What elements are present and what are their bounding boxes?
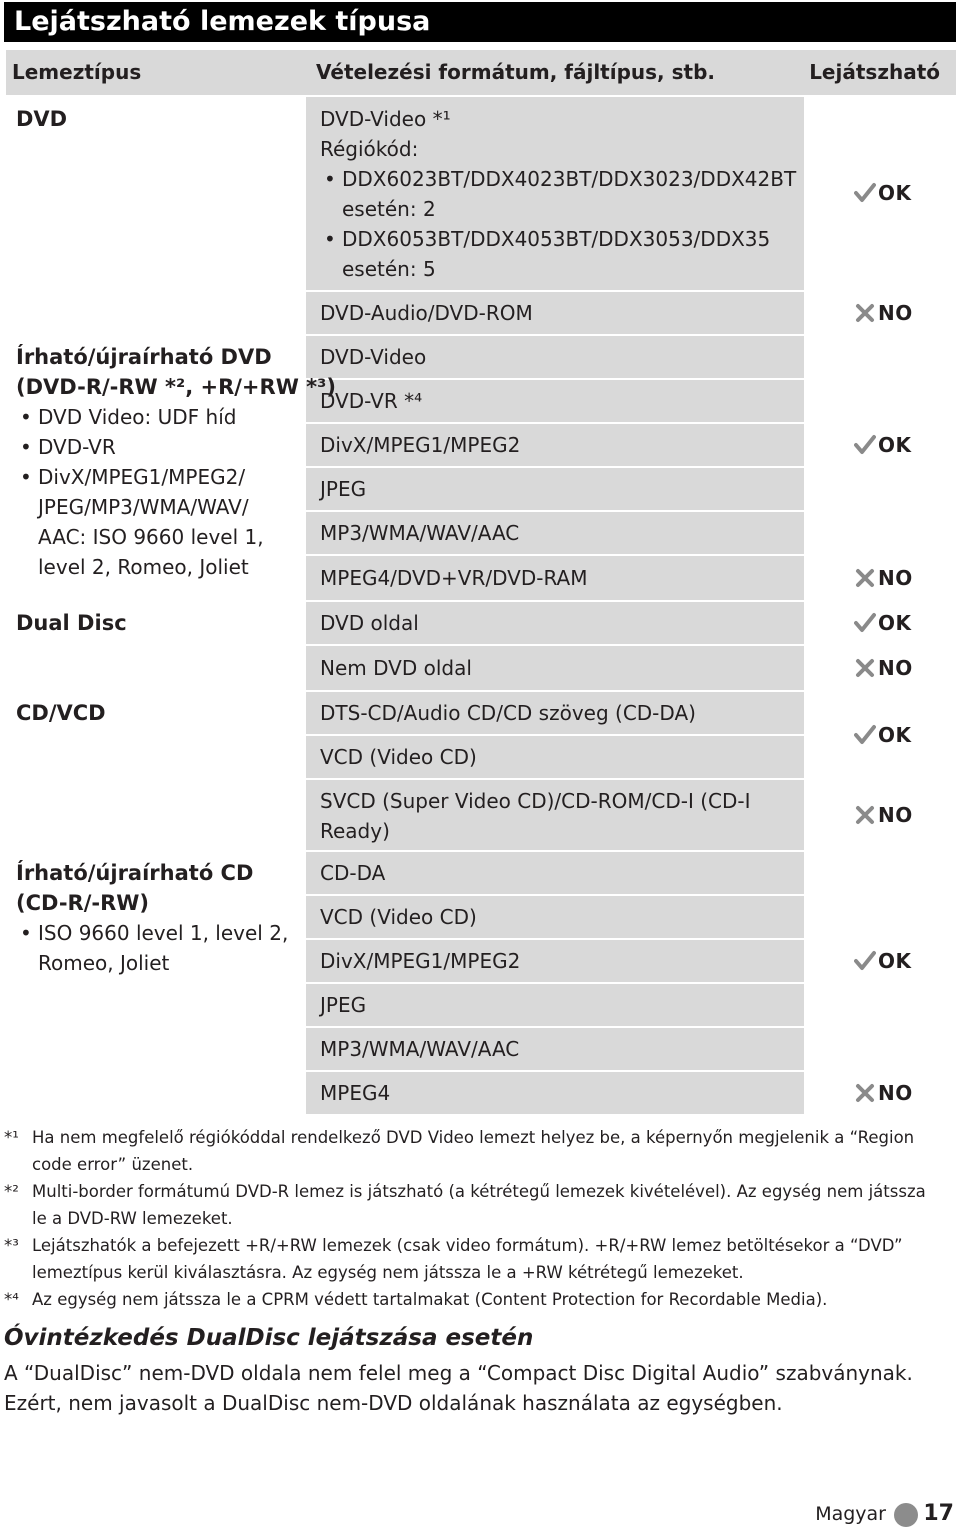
format-text: VCD (Video CD) [320,745,477,769]
list-item: • DivX/MPEG1/MPEG2/ [16,462,336,492]
format-text: VCD (Video CD) [320,905,477,929]
ok-badge: OK [854,178,924,208]
row-rw-cd-label: Írható/újraírható CD (CD-R/-RW) • ISO 9660 level 1, level 2, Romeo, Joliet [16,858,288,978]
ok-badge: OK [854,720,924,750]
row-dual-disc-label: Dual Disc [16,611,127,635]
dvd-video-format: DVD-Video *¹ Régiókód: • DDX6023BT/DDX4023BT/DDX3023/DDX42BT esetén: 2 • DDX6053BT/DDX4053BT/DDX3053/DDX35 esetén: 5 [320,104,796,284]
no-badge: NO [854,563,924,593]
format-text: DivX/MPEG1/MPEG2 [320,433,521,457]
no-badge: NO [854,800,924,830]
cross-icon [854,302,876,324]
no-badge: NO [854,1078,924,1108]
format-text: DVD-Audio/DVD-ROM [320,301,533,325]
page-title: Lejátszható lemezek típusa [4,2,956,42]
format-text: Nem DVD oldal [320,656,472,680]
list-item: • DDX6023BT/DDX4023BT/DDX3023/DDX42BT [320,164,796,194]
header-disc-type: Lemeztípus [12,60,142,84]
no-badge: NO [854,653,924,683]
list-item: • DVD Video: UDF híd [16,402,336,432]
check-icon [854,950,876,972]
table-header-row [6,50,956,95]
format-text: MPEG4/DVD+VR/DVD-RAM [320,566,588,590]
ok-badge: OK [854,430,924,460]
list-item: • ISO 9660 level 1, level 2, [16,918,288,948]
format-text: DVD-VR *⁴ [320,389,423,413]
ok-badge: OK [854,608,924,638]
row-rw-dvd-label: Írható/újraírható DVD (DVD-R/-RW *², +R/+RW *³) • DVD Video: UDF híd • DVD-VR • DivX/MPEG1/MPEG2/ JPEG/MP3/WMA/WAV/ AAC: ISO 9660 level 1, level 2, Romeo, Joliet [16,342,336,582]
header-playable: Lejátszható [809,60,940,84]
format-text: SVCD (Super Video CD)/CD-ROM/CD-I (CD-I Ready) [320,789,751,843]
format-text: DivX/MPEG1/MPEG2 [320,949,521,973]
format-text: DVD oldal [320,611,419,635]
page-dot-icon [894,1503,918,1527]
format-text: MPEG4 [320,1081,391,1105]
format-text: JPEG [320,993,367,1017]
check-icon [854,724,876,746]
rwcd-f4-cell [306,984,804,1026]
check-icon [854,612,876,634]
cross-icon [854,567,876,589]
header-format: Vételezési formátum, fájltípus, stb. [316,60,715,84]
page-footer [754,1498,954,1528]
format-text: DVD-Video [320,345,427,369]
check-icon [854,434,876,456]
no-badge: NO [854,298,924,328]
row-cd-vcd-label: CD/VCD [16,701,106,725]
language-label: Magyar [815,1503,886,1525]
format-text: JPEG [320,477,367,501]
ok-badge: OK [854,946,924,976]
row-dvd-label: DVD [16,107,68,131]
cross-icon [854,804,876,826]
page-number: 17 [923,1501,954,1526]
list-item: • DVD-VR [16,432,336,462]
format-text: MP3/WMA/WAV/AAC [320,1037,520,1061]
caution-heading: Óvintézkedés DualDisc lejátszása esetén [4,1325,534,1351]
cross-icon [854,657,876,679]
format-text: CD-DA [320,861,386,885]
format-text: MP3/WMA/WAV/AAC [320,521,520,545]
caution-paragraph: A “DualDisc” nem-DVD oldala nem felel meg a “Compact Disc Digital Audio” szabványnak. Ezért, nem javasolt a DualDisc nem-DVD oldalának használata az egységben. [4,1361,913,1415]
cross-icon [854,1082,876,1104]
check-icon [854,182,876,204]
rwdvd-f4-cell [306,468,804,510]
list-item: • DDX6053BT/DDX4053BT/DDX3053/DDX35 [320,224,796,254]
format-text: DTS-CD/Audio CD/CD szöveg (CD-DA) [320,701,696,725]
